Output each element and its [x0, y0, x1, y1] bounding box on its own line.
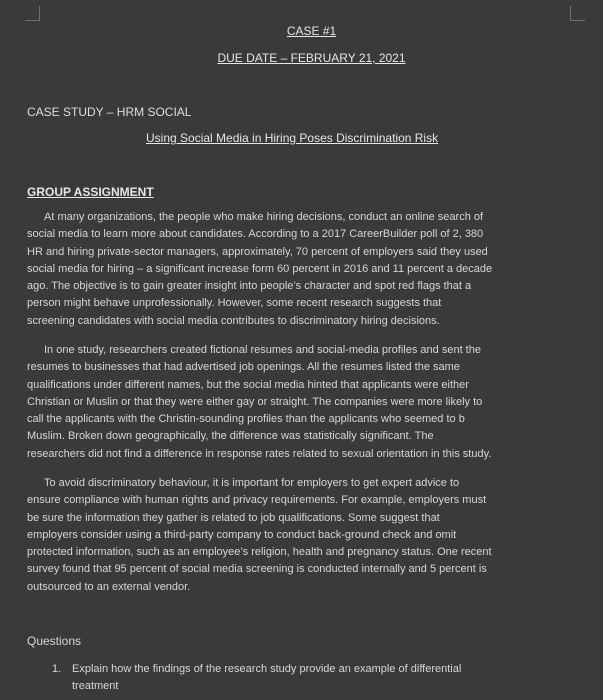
- paragraph-line: To avoid discriminatory behaviour, it is important for employers to get expert advice to: [44, 477, 460, 489]
- due-date-title: DUE DATE – FEBRUARY 21, 2021: [217, 51, 406, 65]
- paragraph-line: At many organizations, the people who make hiring decisions, conduct an online search of: [44, 211, 484, 223]
- paragraph-1: [27, 209, 592, 330]
- paragraph-line: In one study, researchers created fictional resumes and social-media profiles and sent the: [44, 344, 481, 356]
- paragraph-line: outsourced to an external vendor.: [27, 580, 191, 593]
- paragraph-line: person might behave unprofessionally. However, some recent research suggests that: [27, 297, 442, 310]
- case-study-title: Using Social Media in Hiring Poses Discrimination Risk: [146, 131, 439, 145]
- paragraph-line: call the applicants with the Christin-sounding profiles than the applicants who seemed to b: [27, 413, 465, 426]
- paragraph-line: be sure the information they gather is related to job qualifications. Some suggest that: [27, 511, 440, 524]
- question-line: Explain how the findings of the research study provide an example of differential: [72, 663, 462, 675]
- paragraph-line: employers consider using a third-party company to conduct back-ground check and omit: [27, 528, 457, 541]
- paragraph-line: ago. The objective is to gain greater insight into people’s character and spot red flags that a: [27, 280, 472, 293]
- question-text: [72, 661, 572, 695]
- paragraph-line: protected information, such as an employee’s religion, health and pregnancy status. One recent: [27, 546, 492, 559]
- paragraph-line: ensure compliance with human rights and privacy requirements. For example, employers must: [27, 494, 487, 507]
- case-study-label: CASE STUDY – HRM SOCIAL: [27, 105, 192, 119]
- paragraph-line: screening candidates with social media contributes to discriminatory hiring decisions.: [27, 314, 440, 327]
- paragraph-line: HR and hiring private-sector managers, approximately, 70 percent of employers said they used: [27, 245, 488, 258]
- paragraph-2: [27, 342, 592, 463]
- paragraph-line: social media for hiring – a significant increase form 60 percent in 2016 and 11 percent a decade: [27, 262, 493, 275]
- paragraph-line: social media to learn more about candidates. According to a 2017 CareerBuilder poll of 2, 380: [27, 228, 484, 241]
- group-assignment-heading: GROUP ASSIGNMENT: [27, 185, 154, 199]
- paragraph-line: resumes to businesses that had advertised job openings. All the resumes listed the same: [27, 361, 460, 374]
- paragraph-line: survey found that 95 percent of social media screening is conducted internally and 5 percent is: [27, 563, 487, 576]
- page-corner-mark-left: [25, 6, 40, 21]
- questions-heading: Questions: [27, 634, 82, 648]
- paragraph-line: qualifications under different names, but the social media hinted that applicants were either: [27, 378, 469, 391]
- question-line: treatment: [72, 680, 119, 692]
- paragraph-line: researchers did not find a difference in response rates related to sexual orientation in this study.: [27, 447, 492, 460]
- question-number: 1.: [52, 663, 62, 675]
- paragraph-3: [27, 475, 592, 596]
- paragraph-line: Muslim. Broken down geographically, the difference was statistically significant. The: [27, 430, 434, 443]
- paragraph-line: Christian or Muslin or that they were either gay or straight. The companies were more likely to: [27, 395, 483, 408]
- case-number-title: CASE #1: [286, 24, 337, 38]
- page-corner-mark-right: [570, 6, 585, 21]
